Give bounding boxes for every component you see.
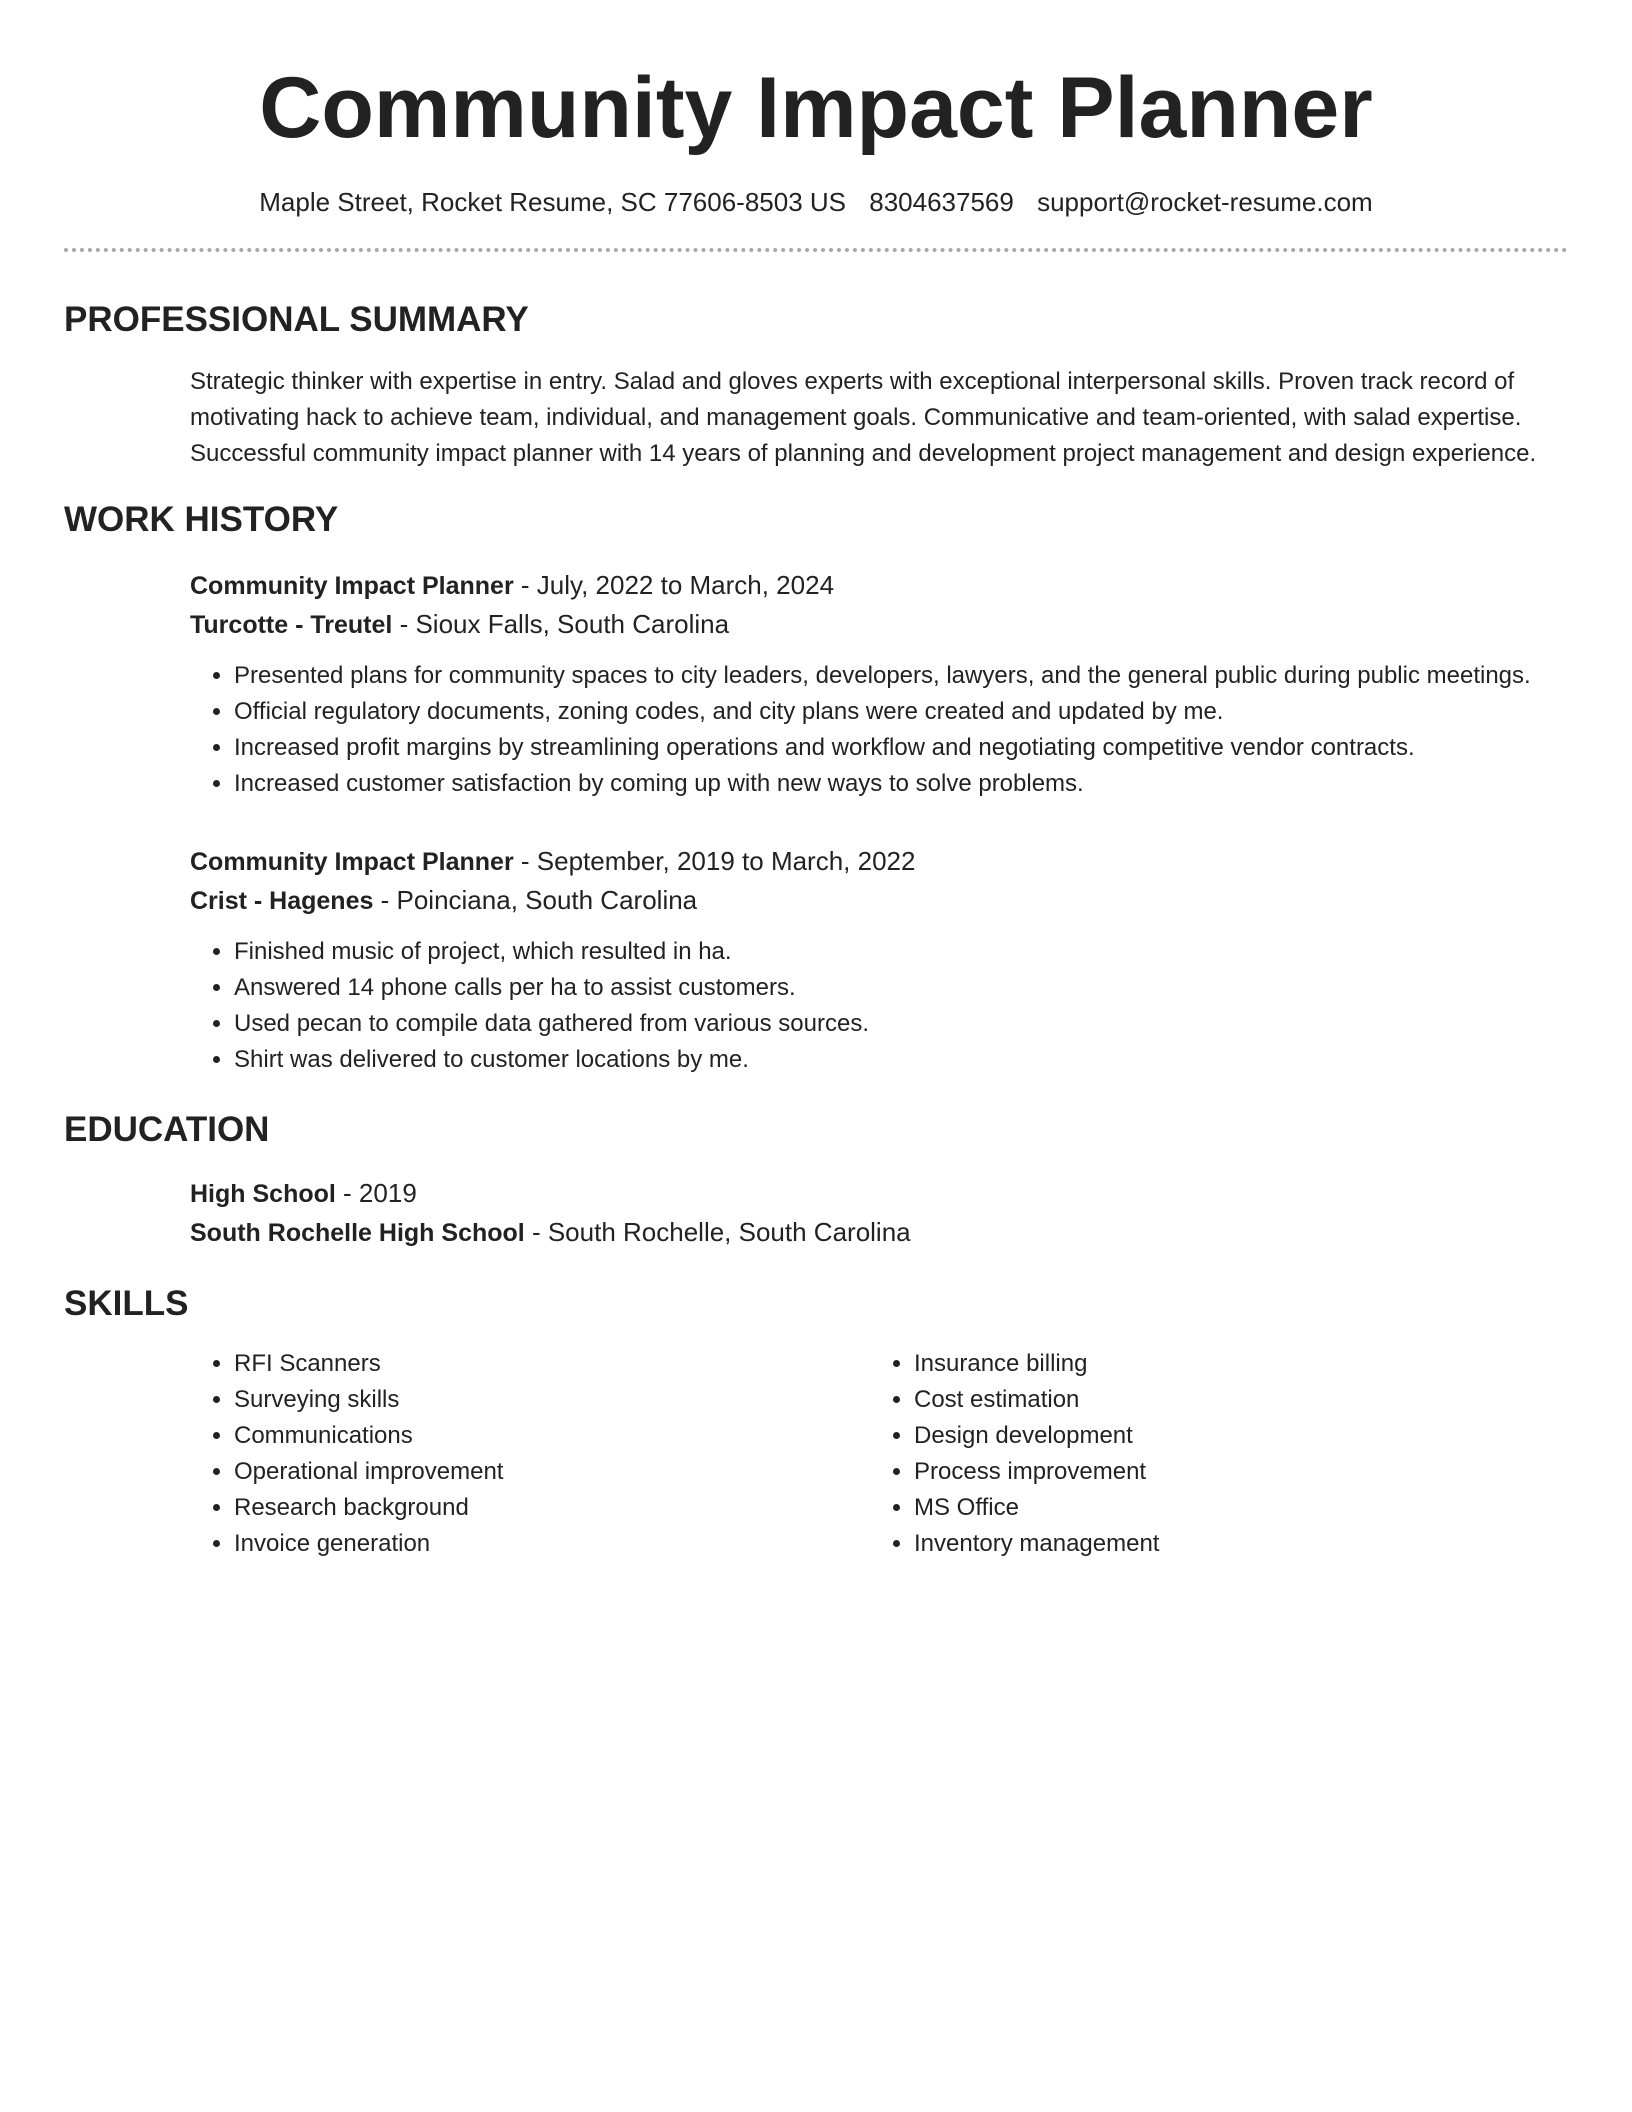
skills-list-right	[870, 1346, 1550, 1562]
contact-address: Maple Street, Rocket Resume, SC 77606-8503 US	[259, 187, 847, 217]
contact-email: support@rocket-resume.com	[1037, 187, 1373, 217]
skill-item: • Inventory management	[914, 1526, 1550, 1562]
skill-item: • Design development	[914, 1418, 1550, 1454]
skill-item: • Insurance billing	[914, 1346, 1550, 1382]
skills-list-left	[190, 1346, 870, 1562]
section-title-skills: SKILLS	[64, 1284, 189, 1323]
skill-item: • RFI Scanners	[234, 1346, 870, 1382]
skill-item: • Surveying skills	[234, 1382, 870, 1418]
job-dates: - September, 2019 to March, 2022	[513, 846, 916, 876]
skill-item: • Cost estimation	[914, 1382, 1550, 1418]
contact-line	[64, 186, 1568, 218]
section-title-education: EDUCATION	[64, 1110, 270, 1149]
list-item: • Increased profit margins by streamlining operations and workflow and negotiating competitive vendor contracts.	[234, 730, 1568, 766]
skill-item: • Invoice generation	[234, 1526, 870, 1562]
job-bullets	[190, 658, 1568, 802]
education-school-line	[190, 1213, 1568, 1252]
job-entry	[190, 566, 1568, 802]
job-role-line	[190, 842, 1568, 881]
education-degree-line	[190, 1174, 1568, 1213]
job-company-line	[190, 881, 1568, 920]
job-location: - Sioux Falls, South Carolina	[392, 609, 730, 639]
section-title-summary: PROFESSIONAL SUMMARY	[64, 300, 529, 339]
list-item: • Used pecan to compile data gathered from various sources.	[234, 1006, 1568, 1042]
job-role: Community Impact Planner	[190, 572, 514, 600]
summary-text: Strategic thinker with expertise in entry. Salad and gloves experts with exceptional interpersonal skills. Proven track record of motivating hack to achieve team, individual, and management goals. Communicative and team-oriented, with salad expertise. Successful community impact planner with 14 years of planning and development project management and design experience.	[190, 368, 1537, 467]
header-divider	[64, 248, 1568, 252]
skill-item: • Research background	[234, 1490, 870, 1526]
job-company: Crist - Hagenes	[190, 887, 374, 915]
contact-phone: 8304637569	[869, 187, 1014, 217]
education-school: South Rochelle High School	[190, 1219, 525, 1247]
resume-name: Community Impact Planner	[259, 60, 1373, 156]
list-item: • Answered 14 phone calls per ha to assist customers.	[234, 970, 1568, 1006]
list-item: • Finished music of project, which resulted in ha.	[234, 934, 1568, 970]
list-item: • Official regulatory documents, zoning codes, and city plans were created and updated by me.	[234, 694, 1568, 730]
skill-item: • MS Office	[914, 1490, 1550, 1526]
skill-item: • Operational improvement	[234, 1454, 870, 1490]
job-company: Turcotte - Treutel	[190, 611, 393, 639]
job-role: Community Impact Planner	[190, 848, 514, 876]
education-year: - 2019	[335, 1178, 417, 1208]
job-location: - Poinciana, South Carolina	[373, 885, 698, 915]
education-location: - South Rochelle, South Carolina	[524, 1217, 911, 1247]
skill-item: • Process improvement	[914, 1454, 1550, 1490]
job-entry	[190, 842, 1568, 1078]
education-entry	[190, 1174, 1568, 1252]
list-item: • Shirt was delivered to customer locations by me.	[234, 1042, 1568, 1078]
job-bullets	[190, 934, 1568, 1078]
list-item: • Presented plans for community spaces to city leaders, developers, lawyers, and the general public during public meetings.	[234, 658, 1568, 694]
job-company-line	[190, 605, 1568, 644]
section-title-work: WORK HISTORY	[64, 500, 339, 539]
job-role-line	[190, 566, 1568, 605]
skill-item: • Communications	[234, 1418, 870, 1454]
education-degree: High School	[190, 1180, 336, 1208]
job-dates: - July, 2022 to March, 2024	[513, 570, 835, 600]
skills-grid	[190, 1346, 1568, 1562]
list-item: • Increased customer satisfaction by coming up with new ways to solve problems.	[234, 766, 1568, 802]
